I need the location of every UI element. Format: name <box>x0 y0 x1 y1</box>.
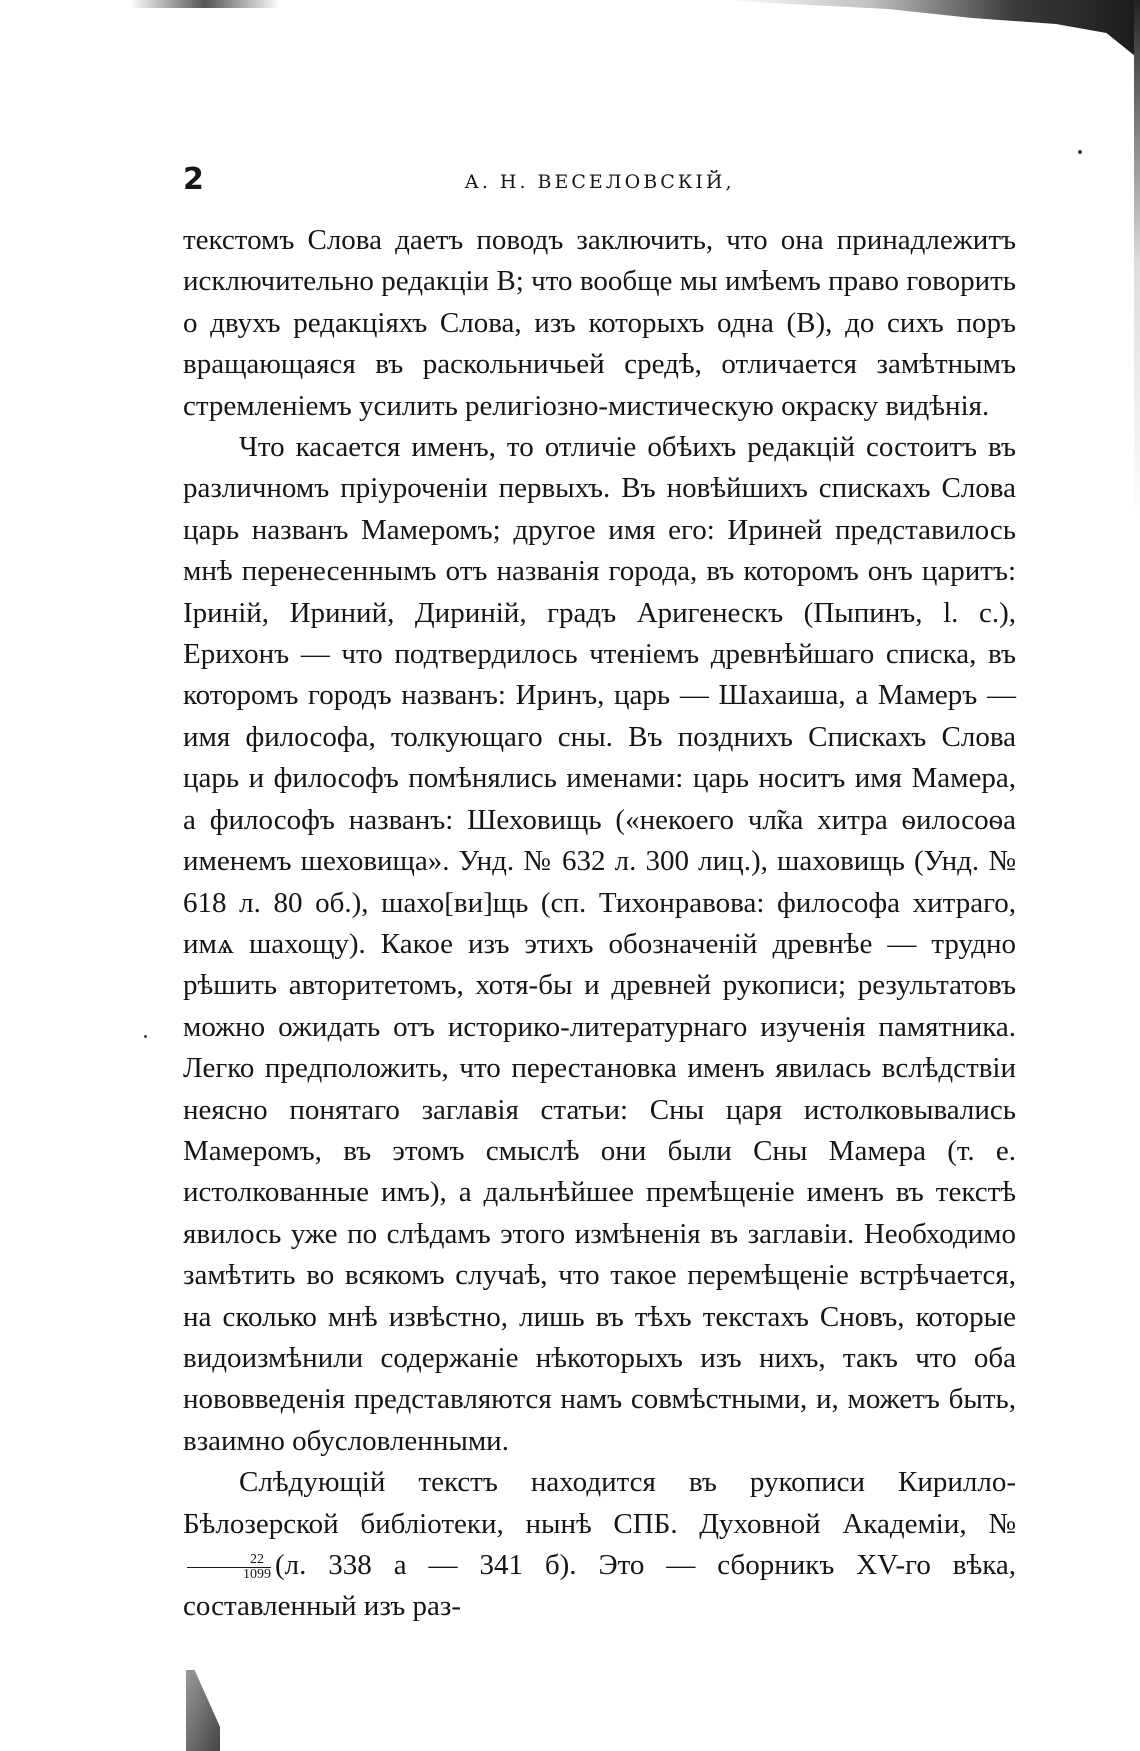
paragraph-3 <box>183 1462 1016 1628</box>
paragraph-3-text-before: Слѣдующій текстъ находится въ рукописи Кирилло-Бѣлозерской библіотеки, нынѣ СПБ. Духовной Академіи, № <box>183 1466 1016 1540</box>
page-number: 2 <box>183 162 204 197</box>
scan-shadow-top <box>720 0 1140 60</box>
scan-shadow-bottom-left <box>186 1670 220 1751</box>
fraction-denominator: 1099 <box>243 1566 271 1582</box>
manuscript-number-fraction <box>187 1553 271 1582</box>
book-page <box>183 160 1016 1628</box>
paragraph-1: текстомъ Слова даетъ поводъ заключить, что она принадлежитъ исключительно редакціи В; что вообще мы имѣемъ право говорить о двухъ редакціяхъ Слова, изъ которыхъ одна (В), до сихъ поръ вращающаяся въ раскольничьей средѣ, отличается замѣтнымъ стремленіемъ усилить религіозно-мистическую окраску видѣнія. <box>183 224 1016 422</box>
paragraph-2: Что касается именъ, то отличіе обѣихъ редакцій состоитъ въ различномъ пріуроченіи первыхъ. Въ новѣйшихъ спискахъ Слова царь названъ Мамеромъ; другое имя его: Ириней представилось мнѣ перенесеннымъ отъ названія города, въ которомъ онъ царитъ: Іриній, Ириний, Дириній, градъ Аригенескъ (Пыпинъ, l. c.), Ерихонъ — что подтвердилось чтеніемъ древнѣйшаго списка, въ которомъ городъ названъ: Иринъ, царь — Шахаиша, а Мамеръ — имя философа, толкующаго сны. Въ позднихъ Спискахъ Слова царь и философъ помѣнялись именами: царь носитъ имя Мамера, а философъ названъ: Шеховищь («некоего чл̃ка хитра ѳилосоѳа именемъ шеховища». Унд. № 632 л. 300 лиц.), шаховищь (Унд. № 618 л. 80 об.), шахо[ви]щь (сп. Тихонравова: философа хитраго, имѧ шахощу). Какое изъ этихъ обозначеній древнѣе — трудно рѣшить авторитетомъ, хотя-бы и древней рукописи; результатовъ можно ожидать отъ историко-литературнаго изученія памятника. Легко предположить, что перестановка именъ явилась вслѣдствіи неясно понятаго заглавія статьи: Сны царя истолковывались Мамеромъ, въ этомъ смыслѣ они были Сны Мамера (т. е. истолкованные имъ), а дальнѣйшее премѣщеніе именъ въ текстѣ явилось уже по слѣдамъ этого измѣненія въ заглавіи. Необходимо замѣтить во всякомъ случаѣ, что такое перемѣщеніе встрѣчается, на сколько мнѣ извѣстно, лишь въ тѣхъ текстахъ Сновъ, которые видоизмѣнили содержаніе нѣкоторыхъ изъ нихъ, такъ что оба нововведенія представляются намъ совмѣстными, и, можетъ быть, взаимно обусловленными. <box>183 431 1016 1457</box>
scan-edge-right <box>1134 0 1140 1751</box>
author-heading: А. Н. ВЕСЕЛОВСКІЙ, <box>464 171 735 193</box>
paragraph-3-text-after: (л. 338 а — 341 б). Это — сборникъ XV-го вѣка, составленный изъ раз- <box>183 1549 1016 1623</box>
body-text <box>183 220 1016 1628</box>
fraction-numerator: 22 <box>187 1553 271 1568</box>
scan-shadow-top-left <box>130 0 280 8</box>
scan-speck <box>1078 150 1082 154</box>
running-head <box>183 160 1016 200</box>
scan-speck <box>144 1035 147 1038</box>
